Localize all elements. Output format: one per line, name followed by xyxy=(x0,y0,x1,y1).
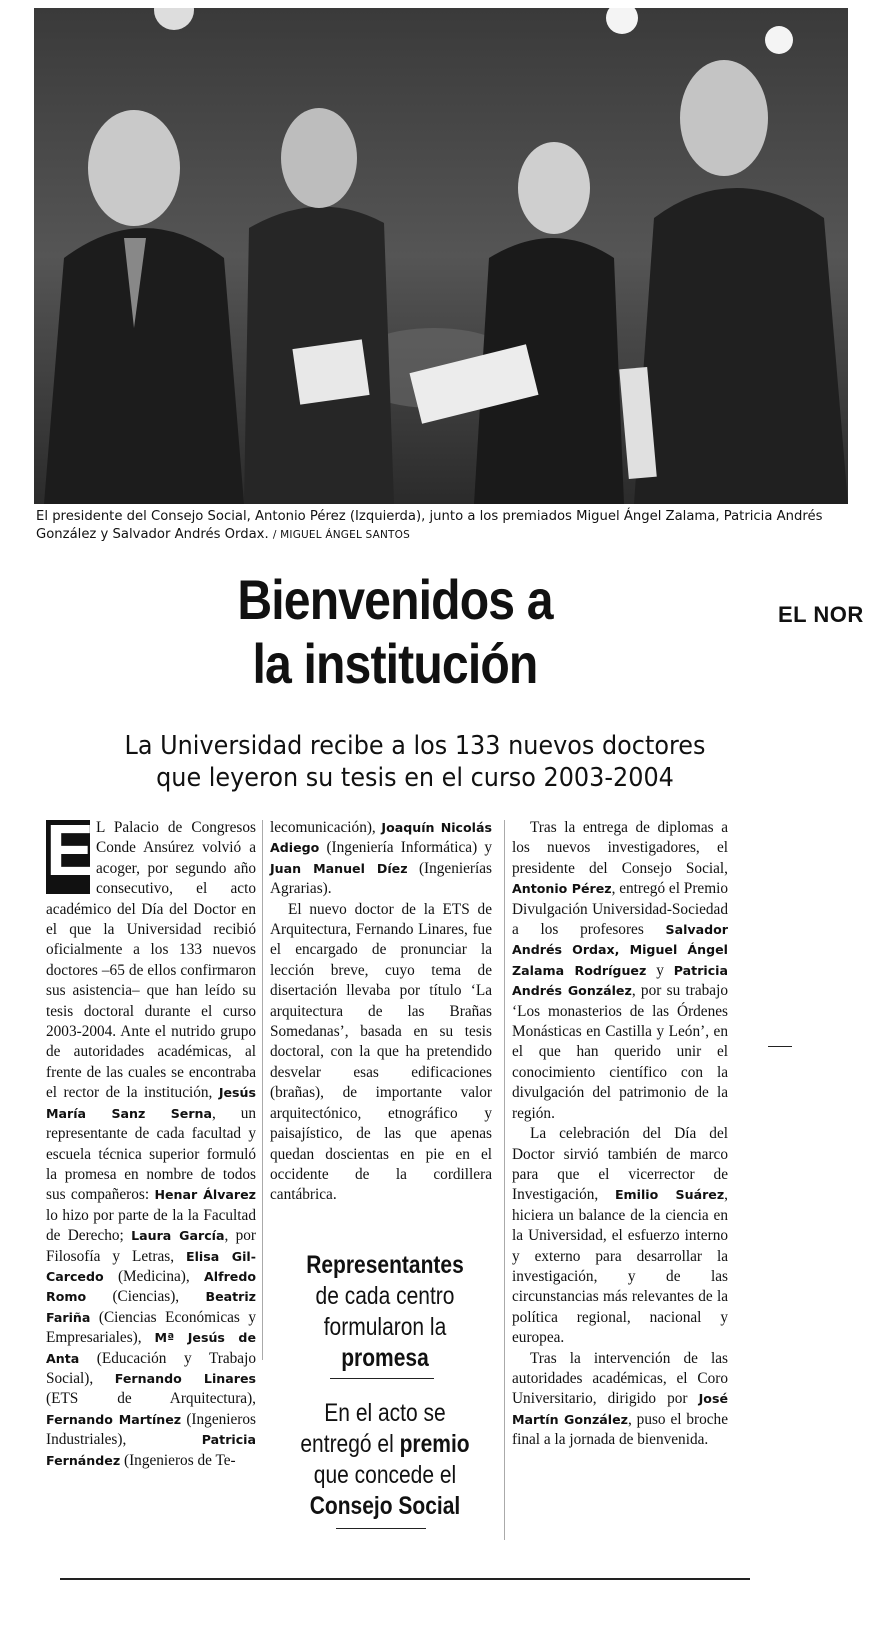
column-divider xyxy=(262,820,263,1360)
photo-caption: El presidente del Consejo Social, Antonio Pérez (Izquierda), junto a los premiados Miguel Ángel Zalama, Patricia Andrés González y Salvador Andrés Ordax. / MIGUEL ÁNGEL SANTOS xyxy=(36,509,823,542)
headline-line-2: la institución xyxy=(252,632,538,695)
subheadline: La Universidad recibe a los 133 nuevos doctores que leyeron su tesis en el curso 2003-2004 xyxy=(124,731,706,793)
photo-credit: / MIGUEL ÁNGEL SANTOS xyxy=(272,529,410,541)
side-mark xyxy=(768,1046,792,1047)
drop-cap: E xyxy=(46,820,90,894)
article-column-3: Tras la entrega de diplomas a los nuevos investigadores, el presidente del Consejo Social, Antonio Pérez, entregó el Premio Divulgación Universidad-Sociedad a los profesores Salvador Andrés Ordax, Miguel Ángel Zalama Rodríguez y Patricia Andrés González, por su trabajo ‘Los monasterios de las Órdenes Monásticas en Castilla y León’, en el que han querido unir el conocimiento científico con la divulgación del patrimonio de la región. La celebración del Día del Doctor sirvió también de marco para que el vicerrector de Investigación, Emilio Suárez, hiciera un balance de la ciencia en la Universidad, el esfuerzo interno y externo para desarrollar la investigación, y de las circunstancias más relevantes de la política regional, nacional y europea. Tras la intervención de las autoridades académicas, el Coro Universitario, dirigido por José Martín González, puso el broche final a la jornada de bienvenida. xyxy=(512,819,728,1449)
pull-quote-promesa: Representantes de cada centro formularon la promesa xyxy=(306,1251,464,1372)
column-divider xyxy=(504,820,505,1540)
pull-quote-rule xyxy=(336,1528,426,1529)
news-photo xyxy=(34,8,848,504)
pull-quote-rule xyxy=(330,1378,434,1379)
article-column-1: E L Palacio de Congresos Conde Ansúrez volvió a acoger, por segundo año consecutivo, el acto académico del Día del Doctor en el que la Universidad recibió oficialmente a los 133 nuevos doctores –65 de ellos confirmaron sus asistencia– que han leído su tesis doctoral durante el curso 2003-2004. Ante el nutrido grupo de autoridades académicas, al frente de las cuales se encontraba el rector de la institución, Jesús María Sanz Serna, un representante de cada facultad y escuela técnica superior formuló la promesa en nombre de todos sus compañeros: Henar Álvarez lo hizo por parte de la la Facultad de Derecho; Laura García, por Filosofía y Letras, Elisa Gil-Carcedo (Medicina), Alfredo Romo (Ciencias), Beatriz Fariña (Ciencias Económicas y Empresariales), Mª Jesús de Anta (Educación y Trabajo Social), Fernando Linares (ETS de Arquitectura), Fernando Martínez (Ingenieros Industriales), Patricia Fernández (Ingenieros de Te- xyxy=(46,811,256,1469)
pull-quote-premio: En el acto se entregó el premio que concede el Consejo Social xyxy=(300,1399,470,1520)
article-column-2: lecomunicación), Joaquín Nicolás Adiego (Ingeniería Informática) y Juan Manuel Díez (Ingenierías Agrarias). El nuevo doctor de la ETS de Arquitectura, Fernando Linares, fue el encargado de pronunciar la lección breve, cuyo tema de disertación llevaba por título ‘La arquitectura de las Brañas Somedanas’, basada en su tesis doctoral, con la que ha pretendido desvelar esas edificaciones (brañas), de importante valor arquitectónico, etnográfico y paisajístico, de las que apenas quedan doscientas en pie en el occidente de la cordillera cantábrica. xyxy=(270,819,492,1204)
bottom-rule xyxy=(60,1578,750,1580)
headline xyxy=(176,568,615,696)
headline-line-1: Bienvenidos a xyxy=(237,568,553,631)
newspaper-masthead: EL NOR xyxy=(778,602,864,627)
